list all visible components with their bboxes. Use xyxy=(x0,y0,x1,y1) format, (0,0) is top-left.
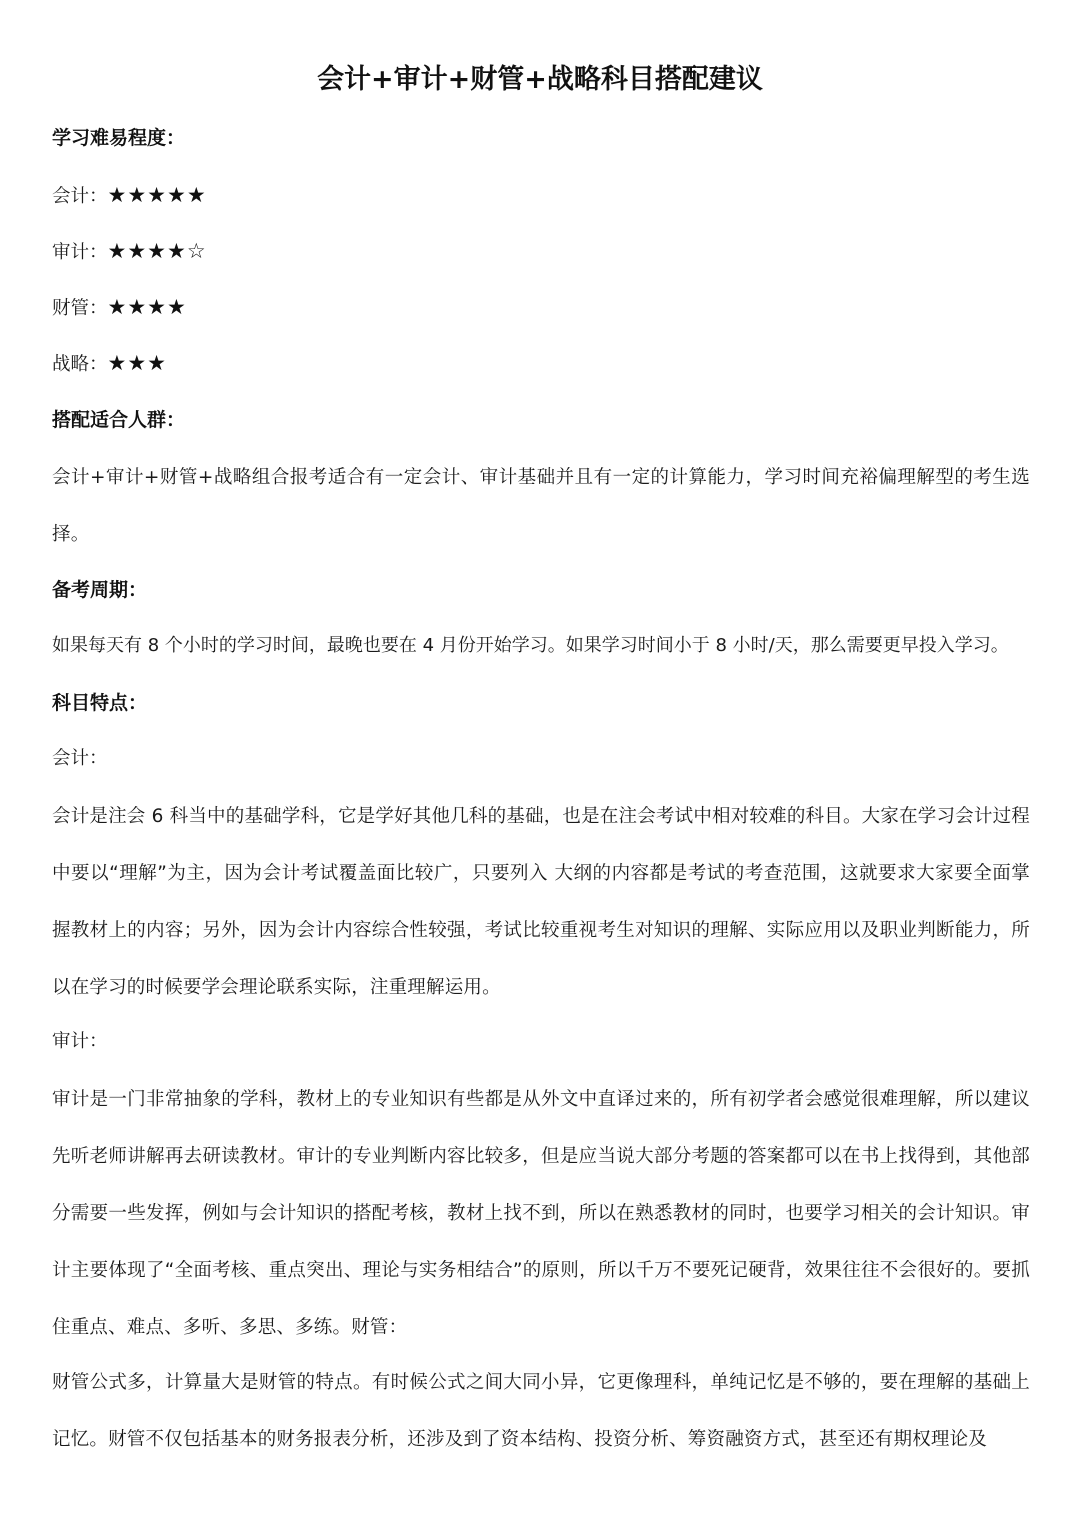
period-paragraph: 如果每天有 8 个小时的学习时间，最晚也要在 4 月份开始学习。如果学习时间小于 8 小时/天，那么需要更早投入学习。 xyxy=(52,635,1009,656)
difficulty-label: 会计： xyxy=(52,186,108,207)
difficulty-label: 战略： xyxy=(52,354,108,375)
difficulty-row-finance xyxy=(52,292,187,324)
audience-heading: 搭配适合人群： xyxy=(52,409,186,431)
difficulty-label: 财管： xyxy=(52,298,108,319)
accounting-paragraph: 会计是注会 6 科当中的基础学科，它是学好其他几科的基础，也是在注会考试中相对较难的科目。大家在学习会计过程中要以“理解”为主，因为会计考试覆盖面比较广，只要列入 大纲的内容都是考试的考查范围，这就要求大家要全面掌握教材上的内容；另外，因为会计内容综合性较强，考试比较重视考生对知识的理解、实际应用以及职业判断能力，所以在学习的时候要学会理论联系实际，注重理解运用。 xyxy=(52,806,1030,998)
audience-paragraph: 会计+审计+财管+战略组合报考适合有一定会计、审计基础并且有一定的计算能力，学习时间充裕偏理解型的考生选择。 xyxy=(52,467,1030,545)
audit-label: 审计： xyxy=(52,1031,108,1052)
finance-paragraph: 财管公式多，计算量大是财管的特点。有时候公式之间大同小异，它更像理科，单纯记忆是不够的，要在理解的基础上记忆。财管不仅包括基本的财务报表分析，还涉及到了资本结构、投资分析、筹资融资方式，甚至还有期权理论及 xyxy=(52,1372,1030,1450)
star-rating: ★★★★ xyxy=(107,295,187,319)
difficulty-row-audit xyxy=(52,236,207,268)
document-title: 会计+审计+财管+战略科目搭配建议 xyxy=(317,64,763,95)
difficulty-row-strategy xyxy=(52,348,167,380)
difficulty-label: 审计： xyxy=(52,242,108,263)
audit-paragraph: 审计是一门非常抽象的学科，教材上的专业知识有些都是从外文中直译过来的，所有初学者会感觉很难理解，所以建议先听老师讲解再去研读教材。审计的专业判断内容比较多，但是应当说大部分考题的答案都可以在书上找得到，其他部分需要一些发挥，例如与会计知识的搭配考核，教材上找不到，所以在熟悉教材的同时，也要学习相关的会计知识。审计主要体现了“全面考核、重点突出、理论与实务相结合”的原则，所以千万不要死记硬背，效果往往不会很好的。要抓住重点、难点、多听、多思、多练。财管： xyxy=(52,1089,1030,1338)
difficulty-heading: 学习难易程度： xyxy=(52,127,186,149)
difficulty-row-accounting xyxy=(52,180,207,212)
star-rating: ★★★★☆ xyxy=(107,239,207,263)
period-heading: 备考周期： xyxy=(52,579,148,601)
features-heading: 科目特点： xyxy=(52,692,148,714)
star-rating: ★★★ xyxy=(107,351,167,375)
accounting-label: 会计： xyxy=(52,748,108,769)
star-rating: ★★★★★ xyxy=(107,183,207,207)
